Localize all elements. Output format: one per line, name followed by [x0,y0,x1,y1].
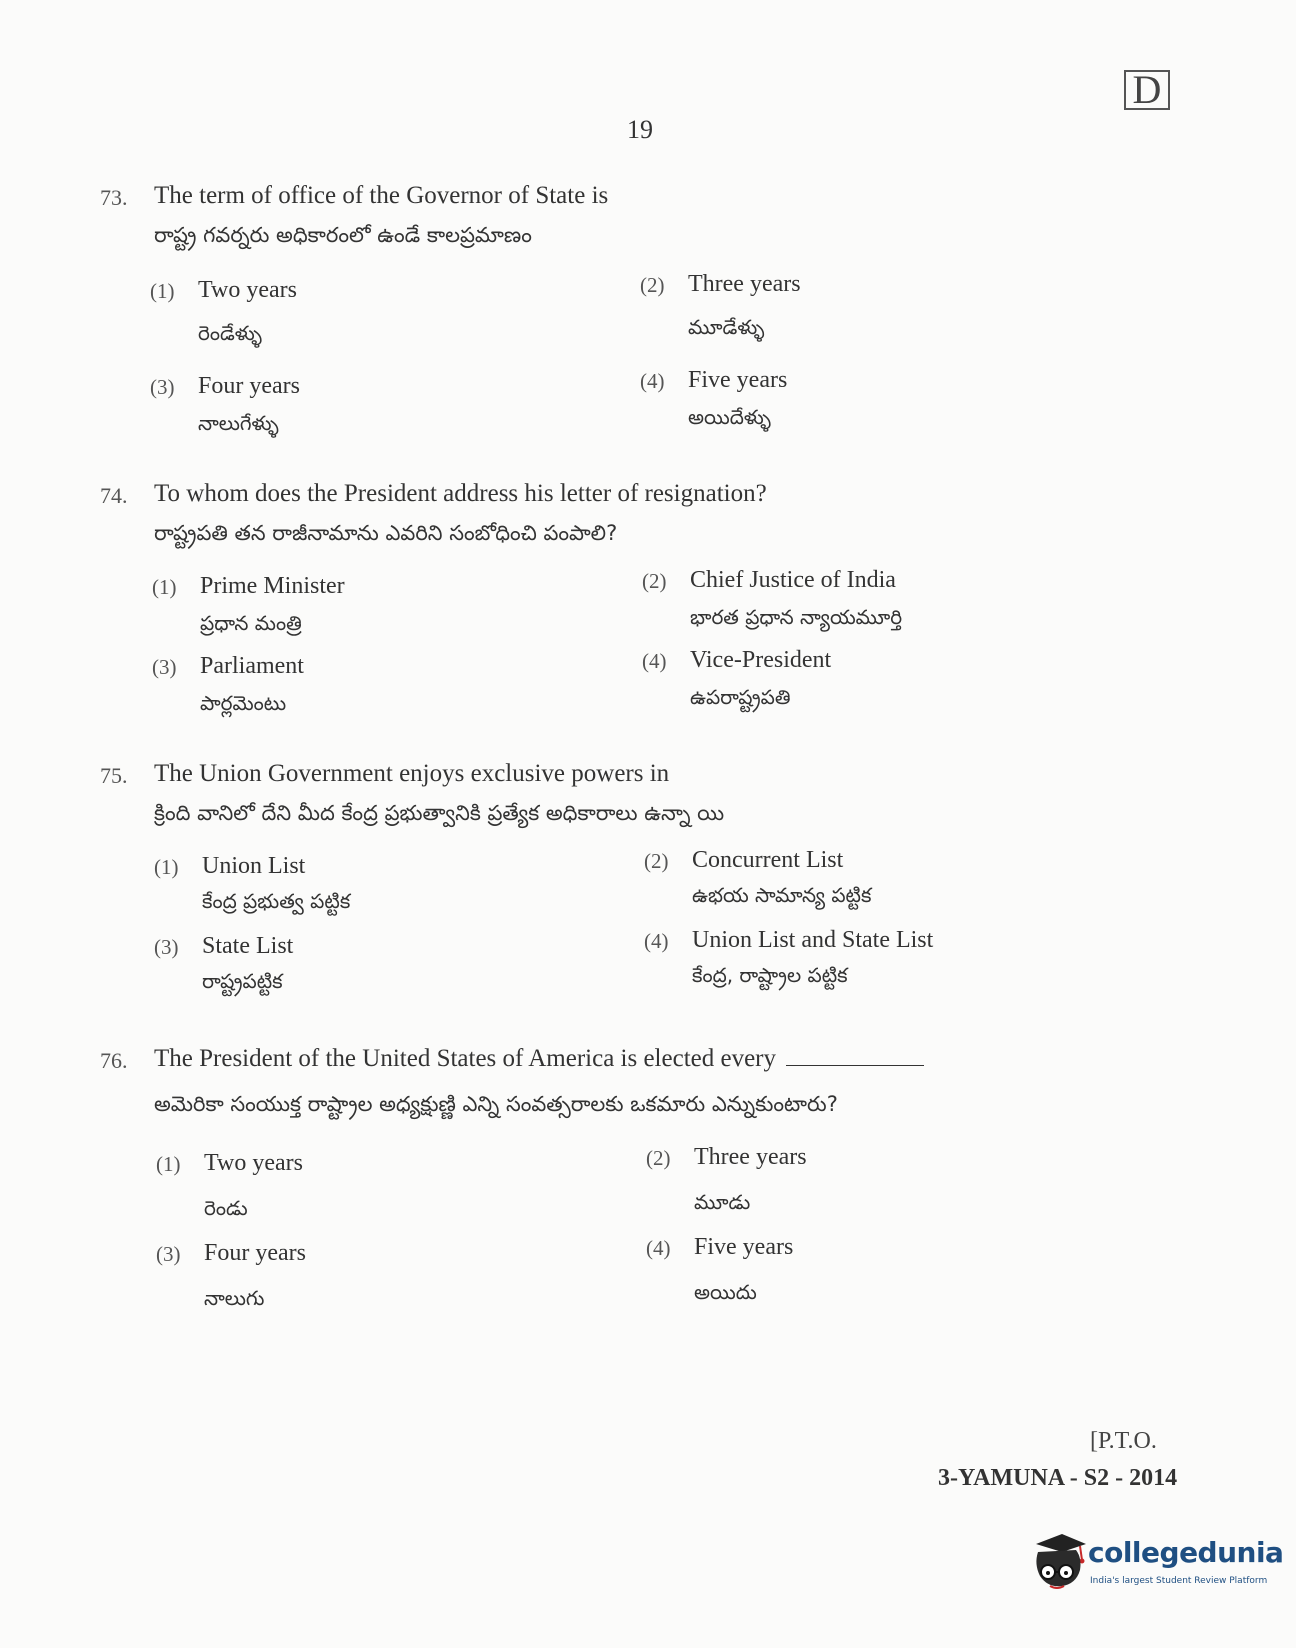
question-text-telugu: రాష్ట్రపతి తన రాజీనామాను ఎవరిని సంబోధించి పంపాలి? [154,521,618,545]
option-text-telugu: నాలుగు [204,1286,265,1310]
series-code-box: D [1124,70,1170,110]
option-text-telugu: మూడేళ్ళు [688,315,765,339]
option-text-english: Union List [202,853,306,879]
logo-tagline: India's largest Student Review Platform [1090,1576,1268,1586]
option-text-english: Three years [688,271,801,297]
option-number: (1) [156,1152,181,1176]
question-number: 75. [100,763,128,788]
option-text-telugu: ఉపరాష్ట్రపతి [690,685,791,709]
question-text-telugu: అమెరికా సంయుక్త రాష్ట్రాల అధ్యక్షుణ్ణి ఎన్ని సంవత్సరాలకు ఒకమారు ఎన్నుకుంటారు? [154,1092,838,1116]
page-number: 19 [627,115,653,144]
question-text-english [154,1045,924,1073]
question-text-telugu: క్రింది వానిలో దేని మీద కేంద్ర ప్రభుత్వానికి ప్రత్యేక అధికారాలు ఉన్నా యి [154,801,725,825]
paper-code: 3-YAMUNA - S2 - 2014 [938,1465,1178,1491]
option-number: (3) [150,375,175,399]
option-text-telugu: అయిదు [694,1280,757,1304]
page-turn-over: [P.T.O. [1090,1428,1157,1454]
option-text-english: Five years [694,1234,794,1260]
option-number: (1) [150,279,175,303]
option-number: (3) [154,935,179,959]
option-text-english: State List [202,933,294,959]
question-number: 76. [100,1048,128,1073]
option-text-english: Prime Minister [200,573,345,599]
option-text-english: Five years [688,367,788,393]
option-number: (2) [644,849,669,873]
option-text-telugu: మూడు [694,1190,751,1214]
option-number: (1) [152,575,177,599]
option-text-telugu: కేంద్ర ప్రభుత్వ పట్టిక [202,889,351,913]
option-text-telugu: ఉభయ సామాన్య పట్టిక [692,883,872,907]
option-number: (2) [646,1146,671,1170]
option-text-english: Three years [694,1144,807,1170]
option-text-telugu: ప్రధాన మంత్రి [200,611,302,635]
question-text-english: The term of office of the Governor of State is [154,182,609,209]
question-text-english: To whom does the President address his letter of resignation? [154,480,767,507]
option-text-telugu: కేంద్ర, రాష్ట్రాల పట్టిక [692,963,848,987]
answer-blank-line [786,1049,924,1066]
option-text-english: Vice-President [690,647,832,673]
option-text-telugu: రెండేళ్ళు [198,321,262,345]
option-text-english: Parliament [200,653,304,679]
question-text-english-content: The President of the United States of America is elected every [154,1045,777,1072]
question-text-telugu: రాష్ట్ర గవర్నరు అధికారంలో ఉండే కాలప్రమాణం [154,223,532,247]
question-number: 74. [100,483,128,508]
logo-wordmark: collegedunia [1088,1536,1284,1569]
option-number: (3) [152,655,177,679]
option-text-telugu: రాష్ట్రపట్టిక [202,969,283,993]
option-text-english: Two years [198,277,297,303]
option-number: (1) [154,855,179,879]
option-text-telugu: రెండు [204,1196,248,1220]
mascot-icon [1028,1530,1090,1600]
question-text-english: The Union Government enjoys exclusive powers in [154,760,670,787]
option-text-telugu: భారత ప్రధాన న్యాయమూర్తి [690,605,903,629]
option-number: (2) [642,569,667,593]
option-number: (4) [642,649,667,673]
option-number: (4) [644,929,669,953]
option-number: (3) [156,1242,181,1266]
option-text-telugu: పార్లమెంటు [200,691,287,715]
option-text-english: Four years [198,373,300,399]
option-text-telugu: నాలుగేళ్ళు [198,411,279,435]
option-text-english: Two years [204,1150,303,1176]
option-text-english: Union List and State List [692,927,934,953]
option-text-english: Chief Justice of India [690,567,896,593]
option-text-telugu: అయిదేళ్ళు [688,405,771,429]
option-number: (4) [640,369,665,393]
option-text-english: Concurrent List [692,847,844,873]
option-number: (2) [640,273,665,297]
option-number: (4) [646,1236,671,1260]
option-text-english: Four years [204,1240,306,1266]
collegedunia-logo[interactable] [1028,1530,1284,1610]
question-number: 73. [100,185,128,210]
